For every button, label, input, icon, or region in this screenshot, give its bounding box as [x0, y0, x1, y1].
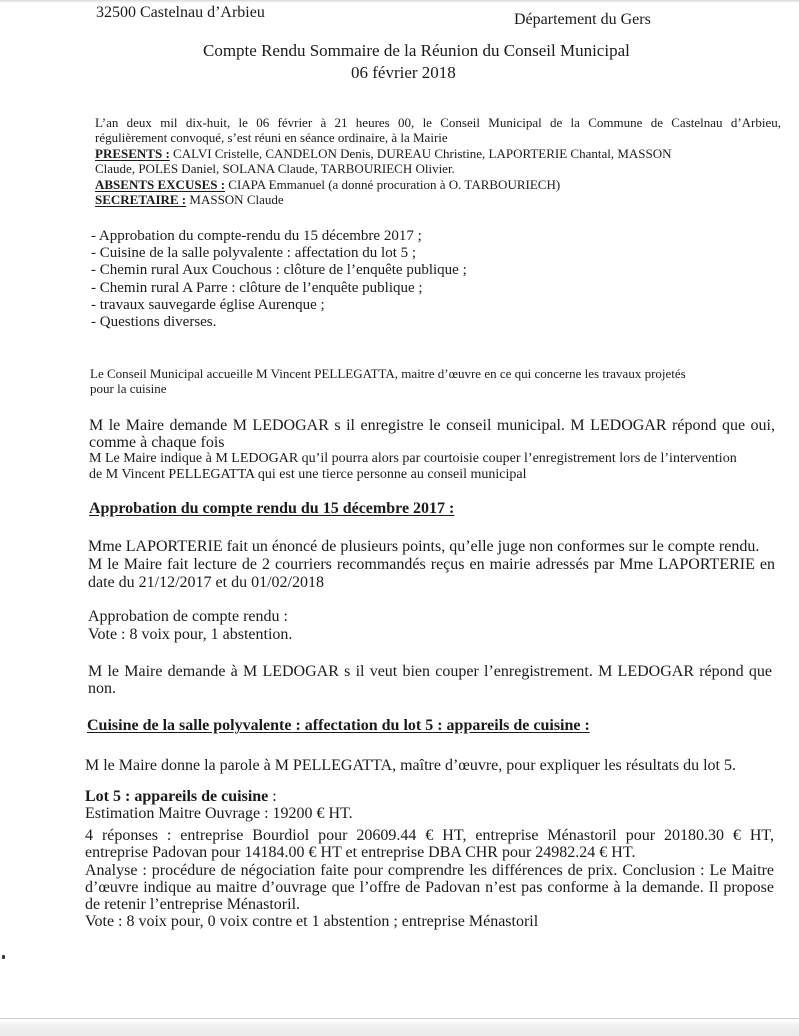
- section1-p2-line-1: M le Maire demande à M LEDOGAR s il veut bien couper l’enregistrement. M LEDOGAR répond que: [88, 663, 772, 680]
- analysis-line-1: Analyse : procédure de négociation faite pour comprendre les différences de prix. Conclusion : Le Maitre: [85, 862, 774, 879]
- section1-p1-line-1: Mme LAPORTERIE fait un énoncé de plusieurs points, qu’elle juge non conformes sur le compte rendu.: [88, 538, 760, 555]
- intro-line-1: L’an deux mil dix-huit, le 06 février à 21 heures 00, le Conseil Municipal de la Commune de Castelnau d’Arbieu,: [95, 115, 781, 130]
- section1-p2-line-2: non.: [88, 680, 116, 697]
- welcome-line-2: pour la cuisine: [90, 381, 167, 396]
- section-heading-approbation: Approbation du compte rendu du 15 décembre 2017 :: [89, 500, 455, 517]
- section1-p1-line-3: date du 21/12/2017 et du 01/02/2018: [88, 574, 324, 591]
- scan-top-edge: [0, 0, 799, 3]
- lot-title-line: [85, 789, 277, 805]
- lot-title-colon: :: [268, 788, 277, 805]
- agenda-item: - Approbation du compte-rendu du 15 décembre 2017 ;: [91, 228, 422, 244]
- welcome-line-1: Le Conseil Municipal accueille M Vincent PELLEGATTA, maitre d’œuvre en ce qui concerne les travaux projetés: [90, 366, 686, 381]
- scan-bottom-edge: [0, 1018, 799, 1036]
- responses-line-1: 4 réponses : entreprise Bourdiol pour 20609.44 € HT, entreprise Ménastoril pour 20180.30 € HT,: [85, 827, 774, 844]
- presents-names-1: CALVI Cristelle, CANDELON Denis, DUREAU Christine, LAPORTERIE Chantal, MASSON: [173, 146, 672, 161]
- section-heading-cuisine: Cuisine de la salle polyvalente : affectation du lot 5 : appareils de cuisine :: [87, 717, 590, 734]
- agenda-item: - Chemin rural A Parre : clôture de l’enquête publique ;: [91, 280, 423, 296]
- agenda-item: - Questions diverses.: [91, 314, 217, 330]
- responses-line-2: entreprise Padovan pour 14184.00 € HT et entreprise DBA CHR pour 24982.24 € HT.: [85, 844, 636, 861]
- presents-label: PRESENTS :: [95, 146, 170, 161]
- scan-speck: [2, 955, 5, 959]
- analysis-line-3: de retenir l’entreprise Ménastoril.: [85, 896, 301, 913]
- analysis-line-2: d’œuvre indique au maitre d’ouvrage que l’offre de Padovan n’est pas conforme à la demande. Il propose: [85, 879, 774, 896]
- intro-line-2: régulièrement convoqué, s’est réuni en séance ordinaire, à la Mairie: [95, 130, 448, 145]
- recording-line-3: M Le Maire indique à M LEDOGAR qu’il pourra alors par courtoisie couper l’enregistrement lors de l’intervention: [89, 451, 737, 466]
- presents-line-2: Claude, POLES Daniel, SOLANA Claude, TARBOURIECH Olivier.: [95, 161, 455, 176]
- document-title: Compte Rendu Sommaire de la Réunion du Conseil Municipal: [203, 41, 630, 60]
- agenda-item: - Chemin rural Aux Couchous : clôture de l’enquête publique ;: [91, 262, 467, 278]
- recording-line-2: comme à chaque fois: [89, 434, 225, 451]
- meeting-date: 06 février 2018: [351, 63, 456, 82]
- estimation-line: Estimation Maitre Ouvrage : 19200 € HT.: [85, 805, 353, 822]
- secretaire-label: SECRETAIRE :: [95, 192, 187, 207]
- section2-p1: M le Maire donne la parole à M PELLEGATTA, maître d’œuvre, pour expliquer les résultats du lot 5.: [85, 757, 736, 774]
- absents-line: [95, 178, 560, 191]
- lot-title: Lot 5 : appareils de cuisine: [85, 788, 269, 805]
- approval-vote: Vote : 8 voix pour, 1 abstention.: [88, 626, 293, 643]
- section1-p1-line-2: M le Maire fait lecture de 2 courriers recommandés reçus en mairie adressés par Mme LAPORTERIE en: [88, 556, 775, 573]
- secretaire-text: MASSON Claude: [189, 192, 284, 207]
- department-name: Département du Gers: [514, 11, 651, 28]
- absents-label: ABSENTS EXCUSES :: [95, 177, 226, 192]
- agenda-item: - Cuisine de la salle polyvalente : affectation du lot 5 ;: [91, 245, 417, 261]
- approval-line-1: Approbation de compte rendu :: [88, 608, 288, 625]
- absents-text: CIAPA Emmanuel (a donné procuration à O. TARBOURIECH): [228, 177, 561, 192]
- recording-line-1: M le Maire demande M LEDOGAR s il enregistre le conseil municipal. M LEDOGAR répond que oui,: [89, 417, 775, 434]
- agenda-item: - travaux sauvegarde église Aurenque ;: [91, 297, 325, 313]
- presents-line-1: [95, 147, 781, 160]
- recording-line-4: de M Vincent PELLEGATTA qui est une tierce personne au conseil municipal: [89, 467, 527, 482]
- final-vote: Vote : 8 voix pour, 0 voix contre et 1 abstention ; entreprise Ménastoril: [85, 913, 539, 930]
- commune-address: 32500 Castelnau d’Arbieu: [96, 4, 265, 21]
- secretaire-line: [95, 193, 284, 206]
